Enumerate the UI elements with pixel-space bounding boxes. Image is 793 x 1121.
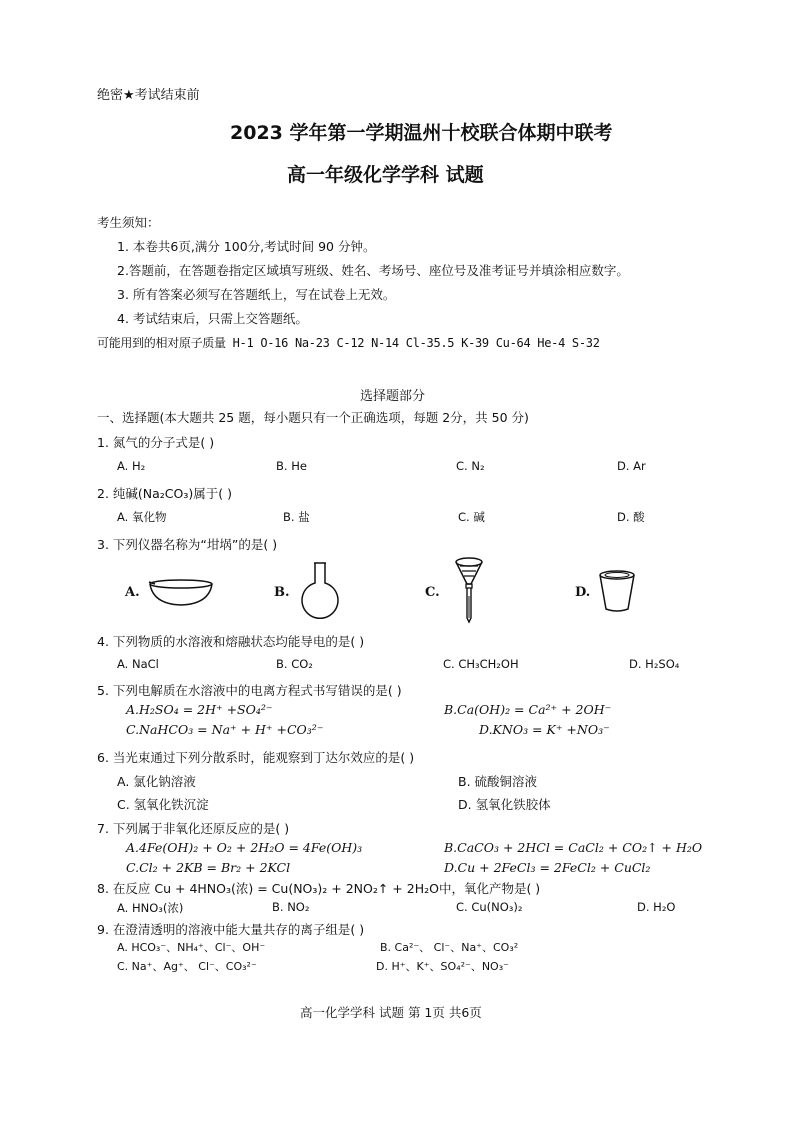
question-3-option-b: B. [274, 585, 290, 600]
question-4-stem: 4. 下列物质的水溶液和熔融状态均能导电的是( ) [97, 634, 365, 649]
question-2-option-a: A. 氧化物 [117, 510, 167, 524]
question-7-option-b: B.CaCO₃ + 2HCl = CaCl₂ + CO₂↑ + H₂O [444, 840, 703, 855]
notice-heading: 考生须知： [97, 215, 160, 230]
question-5-option-d: D.KNO₃ = K⁺ +NO₃⁻ [479, 722, 610, 737]
part-title: 选择题部分 [360, 389, 426, 404]
question-5-stem: 5. 下列电解质在水溶液中的电离方程式书写错误的是( ) [97, 683, 402, 698]
question-4-option-c: C. CH₃CH₂OH [443, 657, 519, 671]
question-2-option-c: C. 碱 [458, 510, 485, 524]
notice-item: 1. 本卷共6页,满分 100分,考试时间 90 分钟。 [117, 239, 376, 254]
exam-subtitle: 高一年级化学学科 试题 [287, 164, 484, 186]
question-7-option-c: C.Cl₂ + 2KB = Br₂ + 2KCl [126, 860, 291, 875]
exam-title: 2023 学年第一学期温州十校联合体期中联考 [230, 122, 613, 144]
question-2-stem: 2. 纯碱(Na₂CO₃)属于( ) [97, 486, 232, 501]
question-4-option-b: B. CO₂ [276, 657, 313, 671]
question-3-stem: 3. 下列仪器名称为“坩埚”的是( ) [97, 537, 278, 552]
question-8-stem: 8. 在反应 Cu + 4HNO₃(浓) = Cu(NO₃)₂ + 2NO₂↑ + 2H₂O中，氧化产物是( ) [97, 881, 541, 896]
question-3-option-c: C. [425, 585, 440, 600]
question-1-stem: 1. 氮气的分子式是( ) [97, 435, 215, 450]
question-9-option-d: D. H⁺、K⁺、SO₄²⁻、NO₃⁻ [376, 960, 509, 973]
notice-item: 4. 考试结束后，只需上交答题纸。 [117, 311, 308, 326]
question-9-stem: 9. 在澄清透明的溶液中能大量共存的离子组是( ) [97, 922, 365, 937]
question-9-option-b: B. Ca²⁻、 Cl⁻、Na⁺、CO₃² [380, 941, 519, 954]
page-footer: 高一化学学科 试题 第 1页 共6页 [300, 1005, 482, 1020]
question-6-option-b: B. 硫酸铜溶液 [458, 774, 538, 789]
evaporating-dish-icon [147, 578, 215, 608]
question-7-option-a: A.4Fe(OH)₂ + O₂ + 2H₂O = 4Fe(OH)₃ [126, 840, 363, 855]
question-1-option-c: C. N₂ [456, 459, 485, 473]
question-2-option-d: D. 酸 [617, 510, 645, 524]
notice-item: 3. 所有答案必须写在答题纸上，写在试卷上无效。 [117, 287, 396, 302]
crucible-icon [597, 569, 637, 613]
question-5-option-b: B.Ca(OH)₂ = Ca²⁺ + 2OH⁻ [444, 702, 612, 717]
question-5-option-a: A.H₂SO₄ = 2H⁺ +SO₄²⁻ [126, 702, 273, 717]
question-6-option-c: C. 氢氧化铁沉淀 [117, 797, 209, 812]
question-8-option-a: A. HNO₃(浓) [117, 901, 184, 915]
round-bottom-flask-icon [298, 561, 342, 621]
question-3-option-a: A. [125, 585, 140, 600]
question-4-option-a: A. NaCl [117, 657, 159, 671]
section-title: 一、选择题(本大题共 25 题，每小题只有一个正确选项，每题 2分，共 50 分) [97, 410, 529, 425]
question-8-option-d: D. H₂O [637, 900, 676, 914]
question-7-stem: 7. 下列属于非氧化还原反应的是( ) [97, 821, 290, 836]
atomic-masses: 可能用到的相对原子质量 H-1 O-16 Na-23 C-12 N-14 Cl-35.5 K-39 Cu-64 He-4 S-32 [97, 336, 600, 350]
question-8-option-c: C. Cu(NO₃)₂ [456, 900, 523, 914]
notice-item: 2.答题前，在答题卷指定区域填写班级、姓名、考场号、座位号及准考证号并填涂相应数字。 [117, 263, 629, 278]
question-4-option-d: D. H₂SO₄ [629, 657, 680, 671]
question-5-option-c: C.NaHCO₃ = Na⁺ + H⁺ +CO₃²⁻ [126, 722, 324, 737]
question-2-option-b: B. 盐 [283, 510, 310, 524]
question-9-option-a: A. HCO₃⁻、NH₄⁺、Cl⁻、OH⁻ [117, 941, 266, 954]
funnel-icon [452, 556, 486, 626]
question-6-option-a: A. 氯化钠溶液 [117, 774, 196, 789]
question-6-option-d: D. 氢氧化铁胶体 [458, 797, 551, 812]
question-1-option-d: D. Ar [617, 459, 646, 473]
question-6-stem: 6. 当光束通过下列分散系时，能观察到丁达尔效应的是( ) [97, 750, 415, 765]
question-1-option-a: A. H₂ [117, 459, 146, 473]
question-3-option-d: D. [575, 585, 591, 600]
question-7-option-d: D.Cu + 2FeCl₃ = 2FeCl₂ + CuCl₂ [444, 860, 651, 875]
secret-mark: 绝密★考试结束前 [97, 88, 200, 103]
question-1-option-b: B. He [276, 459, 307, 473]
question-9-option-c: C. Na⁺、Ag⁺、 Cl⁻、CO₃²⁻ [117, 960, 257, 973]
question-8-option-b: B. NO₂ [272, 900, 310, 914]
